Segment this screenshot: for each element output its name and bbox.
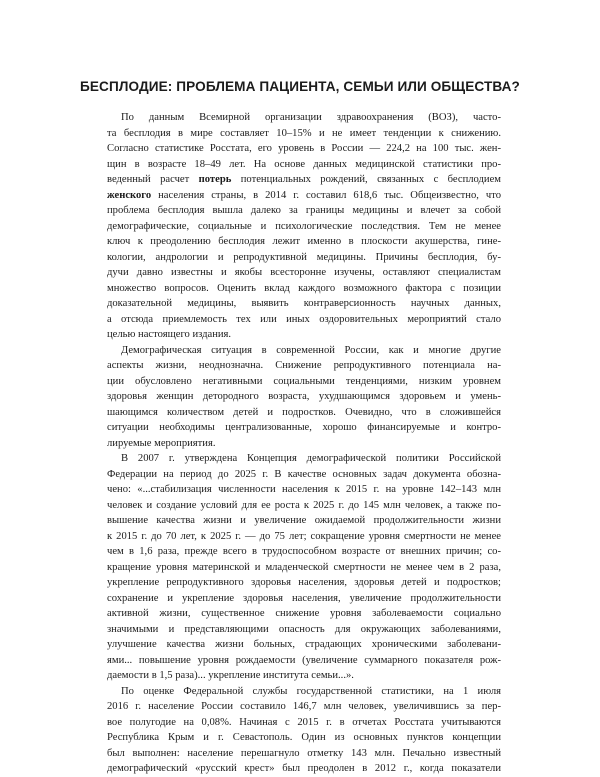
body-text xyxy=(107,110,501,777)
text-line: По оценке Федеральной службы государственной статистики, на 1 июля xyxy=(121,685,501,697)
text-line: Федерации на период до 2025 г. В качестве основных задач документа обозна- xyxy=(107,468,501,480)
text-line: женского населения страны, в 2014 г. составил 618,6 тыс. Общеизвестно, что xyxy=(107,189,501,201)
paragraph xyxy=(107,343,501,452)
text-line: множество вопросов. Оценить вклад каждого возможного фактора с позиции xyxy=(107,282,501,294)
text-line: ситуации необходимы централизованные, хорошо финансируемые и контро- xyxy=(107,422,501,433)
text-line: даемости в 1,5 раза)... укрепление института семьи...». xyxy=(107,670,354,681)
text-line: демографические, социальные и психологические последствия. Тем не менее xyxy=(107,220,501,232)
text-line: По данным Всемирной организации здравоохранения (ВОЗ), часто- xyxy=(121,112,501,123)
text-line: к 2015 г. до 70 лет, к 2025 г. — до 75 лет; сокращение уровня смертности не менее xyxy=(107,530,501,542)
paragraph xyxy=(107,110,501,343)
text-line: 2016 г. население России составило 146,7 млн человек, увеличившись за пер- xyxy=(107,701,501,712)
bold-term: потерь xyxy=(198,174,232,185)
text-line: вое полугодие на 0,08%. Начиная с 2015 г. в отчетах Росстата учитываются xyxy=(107,716,501,728)
text-line: шающимся количеством детей и подростков. Очевидно, что в сложившейся xyxy=(107,406,501,418)
text-line: ции обусловлено негативными социальными тенденциями, низким уровнем xyxy=(107,375,501,387)
text-line: В 2007 г. утверждена Концепция демографической политики Российской xyxy=(121,453,501,464)
text-line: веденный расчет потерь потенциальных рождений, связанных с бесплодием xyxy=(107,174,501,185)
text-line: щин в возрасте 18–49 лет. На основе данных медицинской статистики про- xyxy=(107,158,501,170)
text-line: кращение уровня материнской и младенческой смертности не менее чем в 2 раза, xyxy=(107,561,501,573)
text-line: а отсюда приемлемость тех или иных оздоровительных мероприятий стало xyxy=(107,313,501,325)
text-line: сохранение и укрепление здоровья населения, увеличение продолжительности xyxy=(107,592,501,604)
text-line: чем в 1,6 раза, прежде всего в трудоспособном возрасте от внешних причин; со- xyxy=(107,546,501,557)
text-line: кологии, андрологии и репродуктивной медицины. Причины бесплодия, бу- xyxy=(107,251,501,263)
paragraph xyxy=(107,684,501,777)
text-line: значимыми и представляющими опасность для окружающих заболеваниями, xyxy=(107,623,501,635)
text-line: здоровья женщин детородного возраста, ухудшающимся здоровьем и умень- xyxy=(107,391,501,402)
bold-term: женского xyxy=(107,189,152,201)
text-line: аспекты жизни, неоднозначна. Снижение репродуктивного потенциала на- xyxy=(107,360,501,371)
text-line: демографический «русский крест» был преодолен в 2012 г., когда показатели xyxy=(107,763,501,774)
text-line: та бесплодия в мире составляет 10–15% и не имеет тенденции к снижению. xyxy=(107,127,501,139)
text-line: активной жизни, существенное снижение уровня заболеваемости социально xyxy=(107,608,501,619)
text-line: вышение качества жизни и увеличение ожидаемой продолжительности жизни xyxy=(107,515,501,526)
paragraph xyxy=(107,451,501,684)
text-line: лируемые мероприятия. xyxy=(107,437,216,449)
text-line: Республика Крым и г. Севастополь. Один из основных пунктов концепции xyxy=(107,732,501,743)
text-line: улучшение качества жизни больных, страдающих хроническими заболевани- xyxy=(107,639,501,650)
text-line: проблема бесплодия вышла далеко за границы медицины и влечет за собой xyxy=(107,205,501,216)
text-line: ключ к преодолению бесплодия лежит именно в плоскости акушерства, гине- xyxy=(107,236,501,247)
text-line: дучи давно известны и якобы всесторонне изучены, оставляют специалистам xyxy=(107,267,501,278)
text-line: человек и создание условий для ее роста к 2025 г. до 145 млн человек, а также по- xyxy=(107,499,501,511)
text-line: целью настоящего издания. xyxy=(107,329,232,340)
text-line: чено: «...стабилизация численности населения к 2015 г. на уровне 142–143 млн xyxy=(107,484,501,495)
page-title: БЕСПЛОДИЕ: ПРОБЛЕМА ПАЦИЕНТА, СЕМЬИ ИЛИ ОБЩЕСТВА? xyxy=(80,79,520,94)
text-line: укрепление репродуктивного здоровья населения, здоровья детей и подростков; xyxy=(107,577,501,588)
text-line: ями... повышение уровня рождаемости (увеличение суммарного показателя рож- xyxy=(107,654,501,666)
text-line: Демографическая ситуация в современной России, как и многие другие xyxy=(121,344,501,356)
text-line: был выполнен: население перешагнуло отметку 143 млн. Печально известный xyxy=(107,747,501,759)
text-line: Согласно статистике Росстата, его уровень в России — 224,2 на 100 тыс. жен- xyxy=(107,143,501,154)
text-line: доказательной медицины, выявить контраверсионность научных данных, xyxy=(107,298,501,309)
